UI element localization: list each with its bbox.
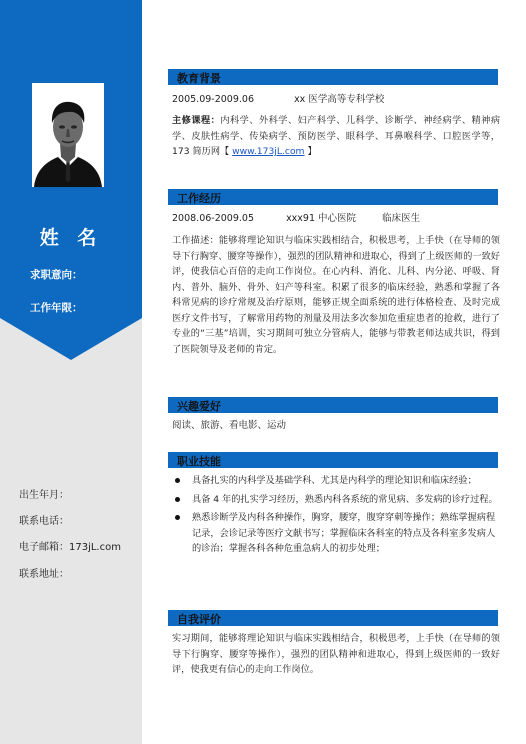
profile-photo	[32, 83, 104, 187]
courses-end: 】	[307, 146, 317, 157]
education-section-header	[168, 69, 498, 85]
education-entry	[172, 92, 500, 109]
self-eval-section-header	[168, 610, 498, 626]
education-courses	[172, 113, 500, 160]
work-position: 临床医生	[382, 213, 421, 224]
education-school: xx 医学高等专科学校	[294, 94, 385, 105]
education-title: 教育背景	[177, 72, 221, 85]
courses-label: 主修课程：	[172, 115, 221, 126]
skills-section-header	[168, 452, 498, 468]
bullet-icon	[175, 478, 180, 483]
work-section-header	[168, 189, 498, 205]
address-label: 联系地址：	[19, 569, 69, 580]
website-link[interactable]: www.173jL.com	[232, 146, 305, 157]
work-description: 工作描述：能够将理论知识与临床实践相结合，积极思考，上手快（在导师的领导下行胸穿、腰穿等操作），强烈的团队精神和进取心，得到了上级医师的一致好评，使我信心百倍的走向工作岗位。在心内科、消化、儿科、内分泌、呼吸、肾内、普外、脑外、骨外、妇产等科室。积累了很多的临床经验，熟悉和掌握了各科常见病的诊疗常规及治疗原则，能够正规全面系统的进行体格检查、及时完成医疗文件书写，了解常用药物的剂量及用法多次参加危重症患者的抢救，进行了专业的“三基”培训，实习期间可独立分管病人，能够与带教老师达成共识，得到了医院领导及老师的肯定。	[172, 235, 500, 355]
hobbies-title: 兴趣爱好	[177, 400, 221, 413]
bullet-icon	[175, 497, 180, 502]
work-company: xxx91 中心医院	[286, 213, 357, 224]
work-years-label: 工作年限：	[30, 302, 83, 314]
email-label: 电子邮箱：173jL.com	[19, 542, 121, 553]
sidebar	[0, 0, 142, 744]
list-item: 熟悉诊断学及内科各种操作，胸穿，腰穿，腹穿穿刺等操作；熟练掌握病程记录，会诊记录等医疗文献书写；掌握临床各科室的特点及各科室多发病人的诊治；掌握各科各种危重急病人的初步处理；	[172, 510, 500, 557]
job-intent-label: 求职意向：	[30, 269, 83, 281]
work-period: 2008.06-2009.05	[172, 213, 254, 224]
phone-label: 联系电话：	[19, 516, 69, 527]
self-eval-text: 实习期间，能够将理论知识与临床实践相结合，积极思考，上手快（在导师的领导下行胸穿、腰穿等操作），强烈的团队精神和进取心，得到上级医师的一致好评，使我更有信心的走向工作岗位。	[172, 633, 500, 675]
self-eval-title: 自我评价	[177, 613, 221, 626]
work-entry	[172, 211, 500, 228]
portrait-image	[32, 83, 104, 187]
skills-list	[172, 473, 500, 560]
list-item: 具备 4 年的扎实学习经历，熟悉内科各系统的常见病、多发病的诊疗过程。	[172, 492, 500, 508]
candidate-name: 姓 名	[39, 227, 103, 249]
birth-date-label: 出生年月：	[19, 490, 69, 501]
hobbies-section-header	[168, 397, 498, 413]
skills-title: 职业技能	[177, 455, 221, 468]
hobbies-text: 阅读、旅游、看电影、运动	[172, 420, 287, 431]
courses-text: 内科学、外科学、妇产科学、儿科学、诊断学、神经病学、精神病学、皮肤性病学、传染病学、预防医学、眼科学、耳鼻喉科学、口腔医学等，173 简历网【	[172, 115, 501, 157]
bullet-icon	[175, 515, 180, 520]
education-period: 2005.09-2009.06	[172, 94, 254, 105]
list-item: 具备扎实的内科学及基础学科、尤其是内科学的理论知识和临床经验；	[172, 473, 500, 489]
work-title: 工作经历	[177, 192, 221, 205]
